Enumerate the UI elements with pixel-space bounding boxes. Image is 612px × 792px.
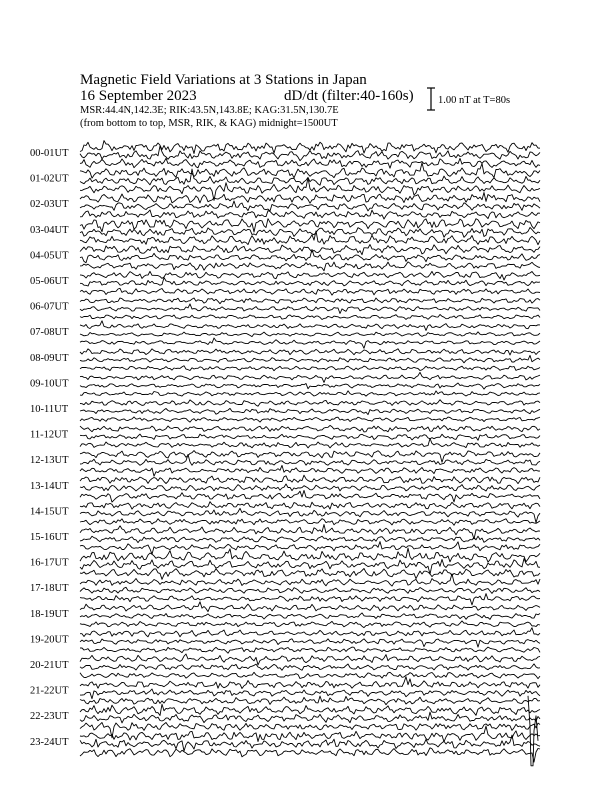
chart-measure: dD/dt (filter:40-160s) <box>284 88 414 104</box>
trace-20-21UT-KAG <box>80 654 540 665</box>
station-list: MSR:44.4N,142.3E; RIK:43.5N,143.8E; KAG:31.5N,130.7E <box>80 105 339 116</box>
trace-00-01UT-KAG <box>80 141 540 154</box>
trace-17-18UT-RIK <box>80 587 540 593</box>
trace-23-24UT-MSR <box>80 748 540 762</box>
trace-02-03UT-MSR <box>80 210 540 219</box>
trace-08-09UT-RIK <box>80 355 540 362</box>
trace-16-17UT-KAG <box>80 548 540 562</box>
hour-label: 01-02UT <box>30 173 69 185</box>
hour-label: 11-12UT <box>30 429 69 441</box>
trace-23-24UT-RIK <box>80 735 540 751</box>
trace-16-17UT-MSR <box>80 569 540 580</box>
scale-bar <box>427 88 510 110</box>
hour-label: 12-13UT <box>30 455 69 467</box>
trace-06-07UT-RIK <box>80 304 540 314</box>
trace-area <box>80 141 540 766</box>
trace-10-11UT-MSR <box>80 417 540 422</box>
trace-05-06UT-KAG <box>80 271 540 280</box>
trace-09-10UT-KAG <box>80 372 540 382</box>
trace-00-01UT-RIK <box>80 146 540 161</box>
hour-label: 18-19UT <box>30 608 69 620</box>
trace-21-22UT-RIK <box>80 689 540 699</box>
trace-11-12UT-MSR <box>80 439 540 448</box>
trace-21-22UT-MSR <box>80 696 540 705</box>
trace-00-01UT-MSR <box>80 158 540 168</box>
trace-19-20UT-RIK <box>80 639 540 647</box>
hour-label: 20-21UT <box>30 660 69 671</box>
trace-18-19UT-RIK <box>80 613 540 620</box>
trace-03-04UT-RIK <box>80 227 540 237</box>
trace-12-13UT-KAG <box>80 451 540 463</box>
trace-12-13UT-MSR <box>80 465 540 476</box>
trace-14-15UT-MSR <box>80 519 540 526</box>
hour-label: 14-15UT <box>30 506 69 518</box>
trace-15-16UT-RIK <box>80 536 540 542</box>
trace-14-15UT-RIK <box>80 508 540 522</box>
trace-22-23UT-MSR <box>80 723 540 738</box>
hour-label: 23-24UT <box>30 736 69 748</box>
hour-label: 04-05UT <box>30 250 69 262</box>
trace-spike <box>528 696 538 766</box>
hour-label: 13-14UT <box>30 480 69 492</box>
trace-20-21UT-RIK <box>80 664 540 670</box>
hour-label: 10-11UT <box>30 404 69 415</box>
trace-23-24UT-KAG <box>80 726 540 742</box>
trace-04-05UT-KAG <box>80 245 540 255</box>
trace-19-20UT-KAG <box>80 628 540 637</box>
scale-bar-label: 1.00 nT at T=80s <box>438 95 511 106</box>
hour-label: 06-07UT <box>30 301 69 313</box>
station-order-note: (from bottom to top, MSR, RIK, & KAG) midnight=1500UT <box>80 118 338 129</box>
trace-07-08UT-KAG <box>80 321 540 331</box>
trace-13-14UT-KAG <box>80 475 540 483</box>
trace-16-17UT-RIK <box>80 559 540 575</box>
trace-19-20UT-MSR <box>80 647 540 653</box>
trace-05-06UT-MSR <box>80 288 540 295</box>
hour-label: 19-20UT <box>30 634 69 646</box>
trace-06-07UT-MSR <box>80 315 540 320</box>
trace-20-21UT-MSR <box>80 672 540 678</box>
hour-label: 05-06UT <box>30 276 69 287</box>
trace-15-16UT-KAG <box>80 525 540 540</box>
trace-07-08UT-MSR <box>80 338 540 348</box>
trace-03-04UT-MSR <box>80 231 540 245</box>
trace-15-16UT-MSR <box>80 542 540 555</box>
trace-11-12UT-KAG <box>80 425 540 432</box>
trace-18-19UT-MSR <box>80 621 540 628</box>
trace-04-05UT-RIK <box>80 249 540 262</box>
trace-05-06UT-RIK <box>80 278 540 286</box>
trace-10-11UT-RIK <box>80 408 540 414</box>
trace-09-10UT-RIK <box>80 383 540 389</box>
chart-title: Magnetic Field Variations at 3 Stations in Japan <box>80 72 367 88</box>
hour-label: 15-16UT <box>30 532 69 543</box>
hour-label: 21-22UT <box>30 685 69 697</box>
hour-label: 02-03UT <box>30 199 69 211</box>
trace-22-23UT-RIK <box>80 712 540 723</box>
trace-21-22UT-KAG <box>80 677 540 689</box>
hour-label: 17-18UT <box>30 583 69 595</box>
trace-08-09UT-MSR <box>80 366 540 371</box>
hour-labels <box>30 148 69 748</box>
hour-label: 07-08UT <box>30 327 69 339</box>
trace-04-05UT-MSR <box>80 262 540 271</box>
trace-09-10UT-MSR <box>80 391 540 396</box>
trace-13-14UT-MSR <box>80 490 540 502</box>
hour-label: 22-23UT <box>30 711 69 723</box>
trace-14-15UT-KAG <box>80 502 540 509</box>
hour-label: 00-01UT <box>30 148 69 159</box>
trace-10-11UT-KAG <box>80 400 540 407</box>
hour-label: 03-04UT <box>30 224 69 236</box>
trace-17-18UT-MSR <box>80 594 540 605</box>
trace-07-08UT-RIK <box>80 332 540 337</box>
hour-label: 09-10UT <box>30 378 69 390</box>
hour-label: 16-17UT <box>30 557 69 569</box>
hour-label: 08-09UT <box>30 352 69 364</box>
chart-date: 16 September 2023 <box>80 88 197 104</box>
trace-11-12UT-RIK <box>80 434 540 440</box>
trace-02-03UT-KAG <box>80 193 540 204</box>
trace-01-02UT-RIK <box>80 169 540 185</box>
trace-08-09UT-KAG <box>80 349 540 355</box>
trace-06-07UT-KAG <box>80 298 540 304</box>
trace-13-14UT-RIK <box>80 484 540 491</box>
trace-22-23UT-KAG <box>80 704 540 715</box>
